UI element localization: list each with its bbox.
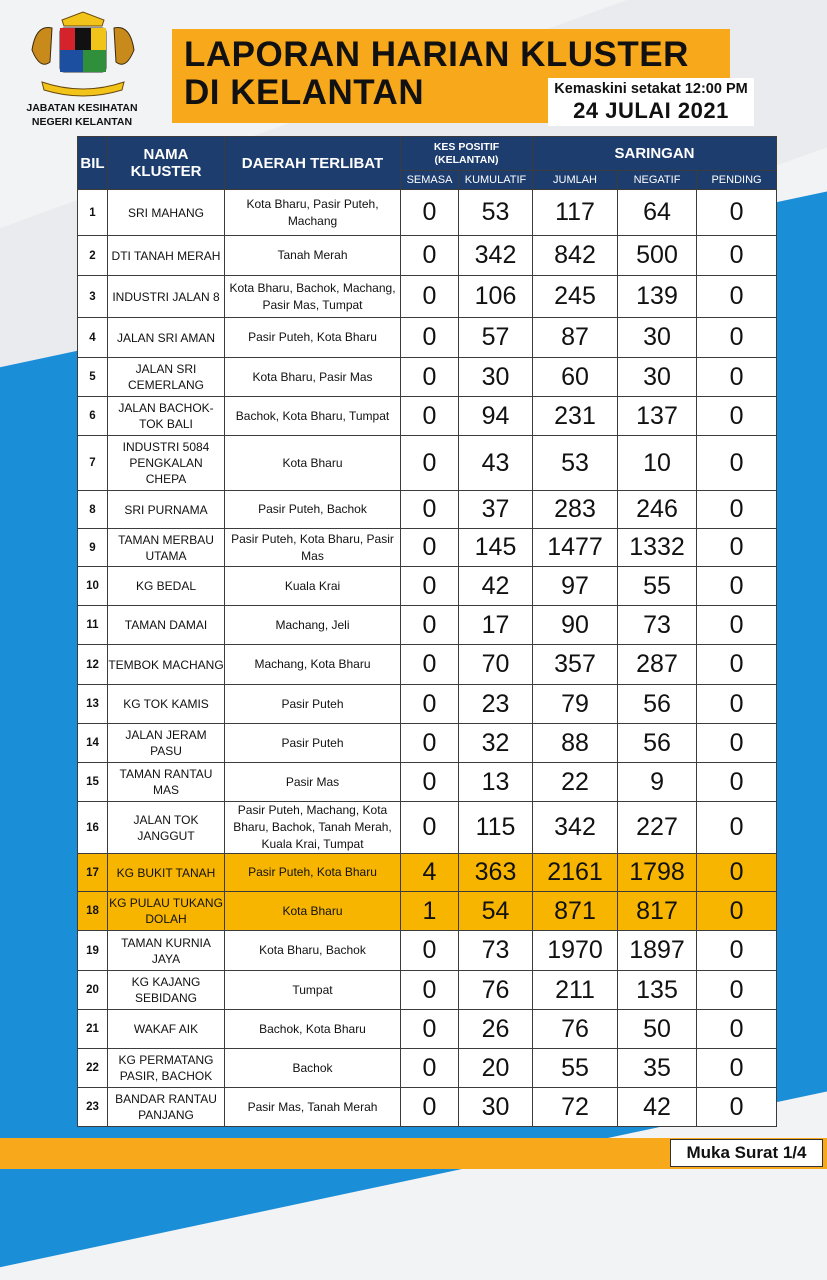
pending-value: 0	[697, 802, 777, 854]
cluster-name: JALAN TOK JANGGUT	[108, 802, 225, 854]
kumulatif-value: 13	[459, 763, 533, 802]
header-semasa: SEMASA	[401, 171, 459, 190]
row-number: 10	[78, 567, 108, 606]
row-number: 2	[78, 236, 108, 276]
cluster-name: BANDAR RANTAU PANJANG	[108, 1088, 225, 1127]
row-number: 6	[78, 397, 108, 436]
pending-value: 0	[697, 190, 777, 236]
jumlah-value: 1477	[533, 529, 618, 567]
table-row	[78, 491, 777, 529]
district-list: Pasir Mas, Tanah Merah	[225, 1088, 401, 1127]
cluster-name: JALAN JERAM PASU	[108, 724, 225, 763]
jumlah-value: 2161	[533, 854, 618, 892]
jumlah-value: 88	[533, 724, 618, 763]
semasa-value: 0	[401, 436, 459, 491]
semasa-value: 0	[401, 236, 459, 276]
jumlah-value: 97	[533, 567, 618, 606]
cluster-table	[77, 136, 777, 1127]
header-jumlah: JUMLAH	[533, 171, 618, 190]
table-row	[78, 1010, 777, 1049]
semasa-value: 0	[401, 971, 459, 1010]
district-list: Tanah Merah	[225, 236, 401, 276]
semasa-value: 0	[401, 190, 459, 236]
negatif-value: 9	[618, 763, 697, 802]
negatif-value: 246	[618, 491, 697, 529]
negatif-value: 50	[618, 1010, 697, 1049]
district-list: Pasir Puteh, Kota Bharu, Pasir Mas	[225, 529, 401, 567]
kumulatif-value: 342	[459, 236, 533, 276]
header-daerah-terlibat: DAERAH TERLIBAT	[225, 137, 401, 190]
jumlah-value: 283	[533, 491, 618, 529]
cluster-name: KG PERMATANG PASIR, BACHOK	[108, 1049, 225, 1088]
negatif-value: 30	[618, 318, 697, 358]
row-number: 1	[78, 190, 108, 236]
pending-value: 0	[697, 645, 777, 685]
agency-line-1: JABATAN KESIHATAN	[26, 102, 138, 114]
semasa-value: 0	[401, 318, 459, 358]
cluster-name: JALAN BACHOK-TOK BALI	[108, 397, 225, 436]
pending-value: 0	[697, 763, 777, 802]
semasa-value: 0	[401, 724, 459, 763]
table-row	[78, 567, 777, 606]
table-row	[78, 436, 777, 491]
kumulatif-value: 94	[459, 397, 533, 436]
update-date: 24 JULAI 2021	[573, 98, 729, 123]
table-row	[78, 397, 777, 436]
row-number: 19	[78, 931, 108, 971]
cluster-name: SRI MAHANG	[108, 190, 225, 236]
cluster-name: INDUSTRI 5084 PENGKALAN CHEPA	[108, 436, 225, 491]
semasa-value: 0	[401, 645, 459, 685]
pending-value: 0	[697, 892, 777, 931]
negatif-value: 73	[618, 606, 697, 645]
header-negatif: NEGATIF	[618, 171, 697, 190]
negatif-value: 1332	[618, 529, 697, 567]
cluster-name: TAMAN RANTAU MAS	[108, 763, 225, 802]
jumlah-value: 231	[533, 397, 618, 436]
district-list: Pasir Puteh, Kota Bharu	[225, 854, 401, 892]
kumulatif-value: 30	[459, 358, 533, 397]
semasa-value: 0	[401, 567, 459, 606]
negatif-value: 500	[618, 236, 697, 276]
district-list: Kota Bharu, Bachok, Machang, Pasir Mas, Tumpat	[225, 276, 401, 318]
header-kes-positif: KES POSITIF (KELANTAN)	[401, 137, 533, 171]
pending-value: 0	[697, 436, 777, 491]
row-number: 18	[78, 892, 108, 931]
pending-value: 0	[697, 491, 777, 529]
cluster-name: KG PULAU TUKANG DOLAH	[108, 892, 225, 931]
semasa-value: 0	[401, 276, 459, 318]
coat-of-arms-icon	[22, 10, 144, 100]
row-number: 14	[78, 724, 108, 763]
table-row	[78, 318, 777, 358]
cluster-name: JALAN SRI CEMERLANG	[108, 358, 225, 397]
row-number: 16	[78, 802, 108, 854]
update-label: Kemaskini setakat 12:00 PM	[554, 81, 748, 97]
cluster-name: TAMAN DAMAI	[108, 606, 225, 645]
row-number: 15	[78, 763, 108, 802]
jumlah-value: 53	[533, 436, 618, 491]
district-list: Bachok, Kota Bharu	[225, 1010, 401, 1049]
cluster-name: TEMBOK MACHANG	[108, 645, 225, 685]
header-kumulatif: KUMULATIF	[459, 171, 533, 190]
kumulatif-value: 106	[459, 276, 533, 318]
jumlah-value: 871	[533, 892, 618, 931]
jumlah-value: 22	[533, 763, 618, 802]
district-list: Pasir Puteh	[225, 724, 401, 763]
negatif-value: 137	[618, 397, 697, 436]
district-list: Kota Bharu, Pasir Mas	[225, 358, 401, 397]
header-pending: PENDING	[697, 171, 777, 190]
semasa-value: 0	[401, 1010, 459, 1049]
pending-value: 0	[697, 397, 777, 436]
pending-value: 0	[697, 276, 777, 318]
jumlah-value: 211	[533, 971, 618, 1010]
semasa-value: 0	[401, 1049, 459, 1088]
table-row	[78, 1049, 777, 1088]
row-number: 17	[78, 854, 108, 892]
pending-value: 0	[697, 971, 777, 1010]
table-row	[78, 276, 777, 318]
district-list: Pasir Mas	[225, 763, 401, 802]
jumlah-value: 76	[533, 1010, 618, 1049]
semasa-value: 0	[401, 802, 459, 854]
pending-value: 0	[697, 358, 777, 397]
cluster-name: TAMAN MERBAU UTAMA	[108, 529, 225, 567]
negatif-value: 1798	[618, 854, 697, 892]
district-list: Pasir Puteh	[225, 685, 401, 724]
row-number: 21	[78, 1010, 108, 1049]
header-nama-kluster: NAMA KLUSTER	[108, 137, 225, 190]
kumulatif-value: 145	[459, 529, 533, 567]
kumulatif-value: 37	[459, 491, 533, 529]
kumulatif-value: 32	[459, 724, 533, 763]
table-row	[78, 685, 777, 724]
district-list: Pasir Puteh, Machang, Kota Bharu, Bachok, Tanah Merah, Kuala Krai, Tumpat	[225, 802, 401, 854]
district-list: Kota Bharu	[225, 436, 401, 491]
cluster-name: TAMAN KURNIA JAYA	[108, 931, 225, 971]
kumulatif-value: 26	[459, 1010, 533, 1049]
negatif-value: 135	[618, 971, 697, 1010]
district-list: Machang, Jeli	[225, 606, 401, 645]
cluster-name: KG BEDAL	[108, 567, 225, 606]
cluster-name: DTI TANAH MERAH	[108, 236, 225, 276]
kumulatif-value: 115	[459, 802, 533, 854]
table-row	[78, 190, 777, 236]
kumulatif-value: 42	[459, 567, 533, 606]
negatif-value: 56	[618, 685, 697, 724]
kumulatif-value: 73	[459, 931, 533, 971]
cluster-name: WAKAF AIK	[108, 1010, 225, 1049]
row-number: 5	[78, 358, 108, 397]
semasa-value: 0	[401, 763, 459, 802]
header-bil: BIL	[78, 137, 108, 190]
jumlah-value: 117	[533, 190, 618, 236]
pending-value: 0	[697, 318, 777, 358]
cluster-name: JALAN SRI AMAN	[108, 318, 225, 358]
pending-value: 0	[697, 854, 777, 892]
district-list: Bachok	[225, 1049, 401, 1088]
negatif-value: 1897	[618, 931, 697, 971]
title-line-1: LAPORAN HARIAN KLUSTER	[184, 35, 689, 74]
table-row	[78, 358, 777, 397]
negatif-value: 10	[618, 436, 697, 491]
agency-name	[14, 101, 150, 129]
table-row	[78, 802, 777, 854]
negatif-value: 55	[618, 567, 697, 606]
pending-value: 0	[697, 685, 777, 724]
jumlah-value: 55	[533, 1049, 618, 1088]
pending-value: 0	[697, 931, 777, 971]
jumlah-value: 357	[533, 645, 618, 685]
cluster-name: KG BUKIT TANAH	[108, 854, 225, 892]
negatif-value: 817	[618, 892, 697, 931]
district-list: Bachok, Kota Bharu, Tumpat	[225, 397, 401, 436]
table-row	[78, 1088, 777, 1127]
row-number: 11	[78, 606, 108, 645]
jumlah-value: 87	[533, 318, 618, 358]
row-number: 8	[78, 491, 108, 529]
kumulatif-value: 23	[459, 685, 533, 724]
jumlah-value: 60	[533, 358, 618, 397]
row-number: 9	[78, 529, 108, 567]
kumulatif-value: 57	[459, 318, 533, 358]
negatif-value: 64	[618, 190, 697, 236]
table-row	[78, 606, 777, 645]
semasa-value: 1	[401, 892, 459, 931]
cluster-name: KG KAJANG SEBIDANG	[108, 971, 225, 1010]
pending-value: 0	[697, 1010, 777, 1049]
row-number: 23	[78, 1088, 108, 1127]
cluster-name: INDUSTRI JALAN 8	[108, 276, 225, 318]
agency-line-2: NEGERI KELANTAN	[31, 116, 133, 128]
semasa-value: 0	[401, 529, 459, 567]
semasa-value: 0	[401, 606, 459, 645]
district-list: Machang, Kota Bharu	[225, 645, 401, 685]
table-row	[78, 529, 777, 567]
negatif-value: 42	[618, 1088, 697, 1127]
pending-value: 0	[697, 606, 777, 645]
page-indicator: Muka Surat 1/4	[670, 1139, 823, 1167]
district-list: Kuala Krai	[225, 567, 401, 606]
district-list: Kota Bharu, Bachok	[225, 931, 401, 971]
district-list: Pasir Puteh, Kota Bharu	[225, 318, 401, 358]
semasa-value: 0	[401, 491, 459, 529]
row-number: 12	[78, 645, 108, 685]
semasa-value: 0	[401, 358, 459, 397]
cluster-name: SRI PURNAMA	[108, 491, 225, 529]
district-list: Pasir Puteh, Bachok	[225, 491, 401, 529]
pending-value: 0	[697, 567, 777, 606]
semasa-value: 4	[401, 854, 459, 892]
negatif-value: 30	[618, 358, 697, 397]
update-box	[548, 78, 754, 126]
table-row	[78, 763, 777, 802]
jumlah-value: 79	[533, 685, 618, 724]
kumulatif-value: 70	[459, 645, 533, 685]
table-row	[78, 971, 777, 1010]
kumulatif-value: 76	[459, 971, 533, 1010]
row-number: 3	[78, 276, 108, 318]
semasa-value: 0	[401, 1088, 459, 1127]
table-row	[78, 892, 777, 931]
negatif-value: 56	[618, 724, 697, 763]
negatif-value: 35	[618, 1049, 697, 1088]
table-row	[78, 645, 777, 685]
table-row	[78, 236, 777, 276]
header-saringan: SARINGAN	[533, 137, 777, 171]
pending-value: 0	[697, 1049, 777, 1088]
kumulatif-value: 363	[459, 854, 533, 892]
kumulatif-value: 43	[459, 436, 533, 491]
district-list: Kota Bharu, Pasir Puteh, Machang	[225, 190, 401, 236]
negatif-value: 287	[618, 645, 697, 685]
row-number: 22	[78, 1049, 108, 1088]
table-row	[78, 854, 777, 892]
jumlah-value: 1970	[533, 931, 618, 971]
jumlah-value: 842	[533, 236, 618, 276]
row-number: 13	[78, 685, 108, 724]
title-line-2: DI KELANTAN	[184, 73, 425, 112]
jumlah-value: 245	[533, 276, 618, 318]
kumulatif-value: 53	[459, 190, 533, 236]
jumlah-value: 342	[533, 802, 618, 854]
kumulatif-value: 17	[459, 606, 533, 645]
jumlah-value: 90	[533, 606, 618, 645]
pending-value: 0	[697, 529, 777, 567]
row-number: 4	[78, 318, 108, 358]
semasa-value: 0	[401, 685, 459, 724]
pending-value: 0	[697, 1088, 777, 1127]
pending-value: 0	[697, 724, 777, 763]
district-list: Tumpat	[225, 971, 401, 1010]
cluster-name: KG TOK KAMIS	[108, 685, 225, 724]
table-row	[78, 724, 777, 763]
jumlah-value: 72	[533, 1088, 618, 1127]
kumulatif-value: 20	[459, 1049, 533, 1088]
district-list: Kota Bharu	[225, 892, 401, 931]
pending-value: 0	[697, 236, 777, 276]
semasa-value: 0	[401, 931, 459, 971]
negatif-value: 227	[618, 802, 697, 854]
row-number: 20	[78, 971, 108, 1010]
table-row	[78, 931, 777, 971]
semasa-value: 0	[401, 397, 459, 436]
row-number: 7	[78, 436, 108, 491]
kumulatif-value: 54	[459, 892, 533, 931]
negatif-value: 139	[618, 276, 697, 318]
kumulatif-value: 30	[459, 1088, 533, 1127]
